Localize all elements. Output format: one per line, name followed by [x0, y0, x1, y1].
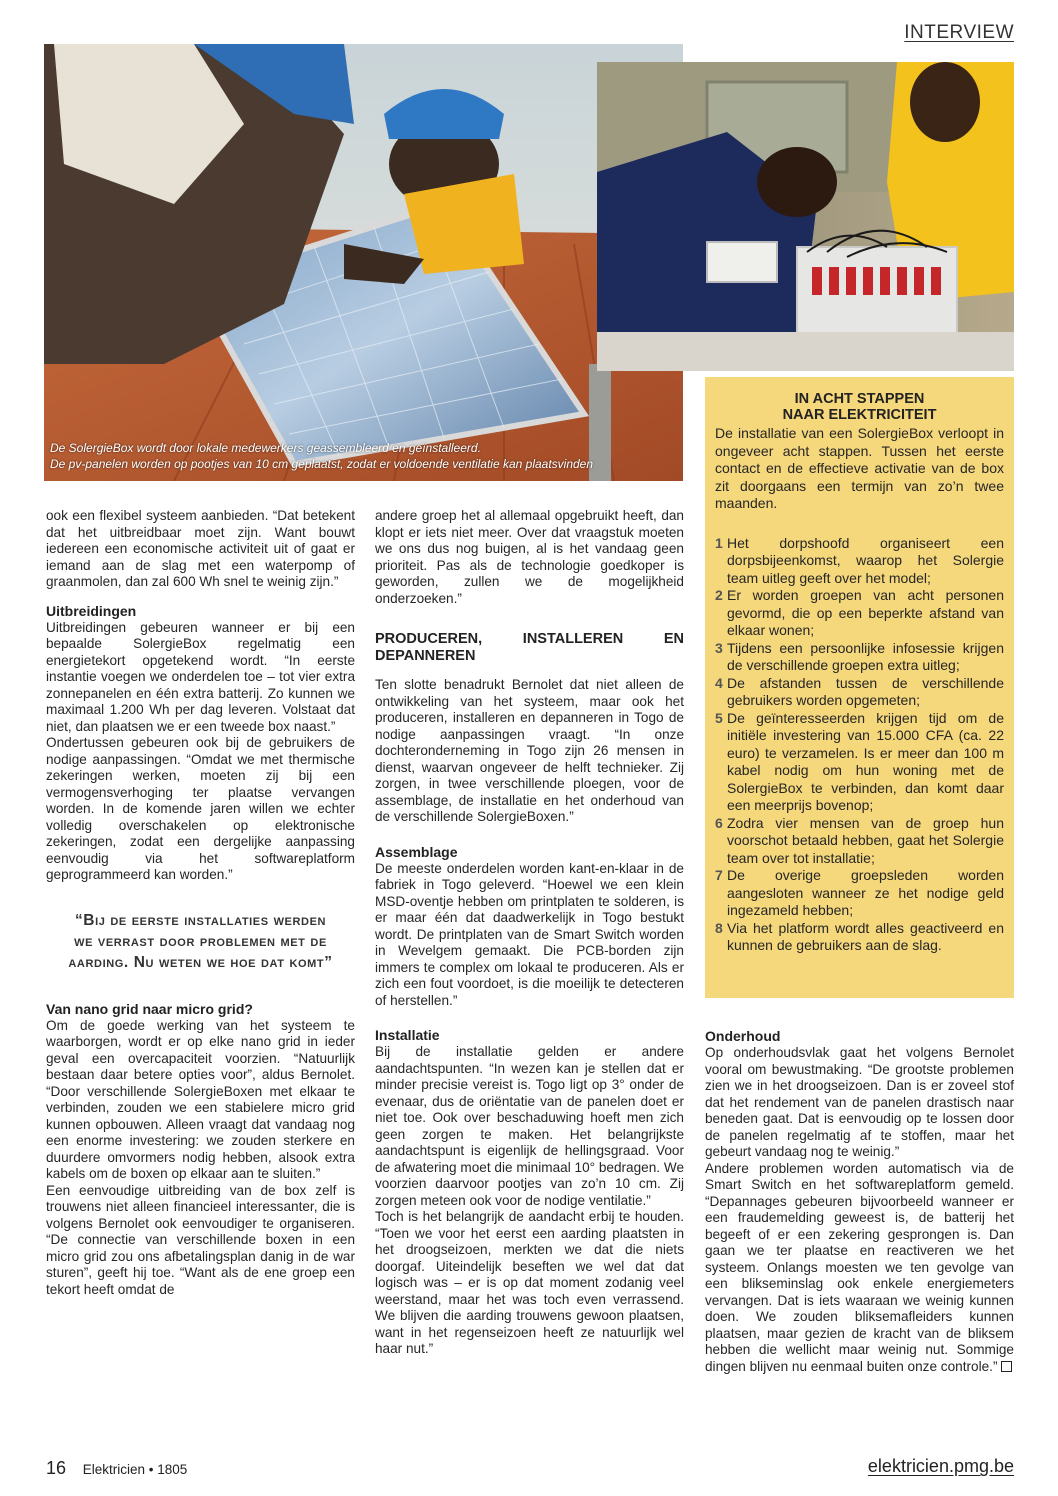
paragraph: Bij de installatie gelden er andere aandachtspunten. “In wezen kan je stellen dat er minder precisie vereist is. Togo ligt op 3° onder de evenaar, dus de oriëntatie van de panelen doet er niet toe. Ook over beschaduwing hoeft men zich geen zorgen te maken. Het belangrijkste aandachtspunt is eigenlijk de hellingsgraad. Voor de afwatering moet die minimaal 10° bedragen. We voorzien daarvoor pootjes van zo’n 10 cm. Zij zorgen meteen ook voor de nodige ventilatie.”	[375, 1044, 684, 1208]
photo-caption	[50, 440, 670, 472]
section-heading-produceren: PRODUCEREN, INSTALLEREN EN DEPANNEREN	[375, 631, 684, 664]
step-text: Het dorpshoofd organiseert een dorpsbijeenkomst, waarop het Solergie team uitleg geeft over het model;	[727, 534, 1004, 586]
photo-solar-panel-roof	[44, 44, 683, 481]
subheading-installatie: Installatie	[375, 1027, 440, 1043]
step-number: 6	[715, 814, 723, 831]
step-number: 4	[715, 674, 723, 691]
step-number: 2	[715, 587, 723, 603]
article-column-3	[705, 1028, 1014, 1375]
steps-box-title-line-2: NAAR ELEKTRICITEIT	[782, 407, 937, 423]
paragraph: Toch is het belangrijk de aandacht erbij te houden. “Toen we voor het eerst een aarding plaatsten in het droogseizoen, merkten we dat die niets doorgaf. Uiteindelijk beseften we wel dat dat logisch was – er is op dat moment zodanig veel weerstand, maar het was toch even verrassend. We blijven die aarding trouwens gewoon plaatsen, want in het regenseizoen heeft ze natuurlijk wel haar nut.”	[375, 1209, 684, 1356]
paragraph: Op onderhoudsvlak gaat het volgens Bernolet vooral om bewustmaking. “De grootste problemen zien we in het droogseizoen. Dan is er zoveel stof dat het rendement van de panelen drastisch naar beneden gaat. Dat is eenvoudig op te lossen door de panelen regelmatig af te stoffen, maar het gebeurt vandaag nog te weinig.”	[705, 1045, 1014, 1159]
steps-box	[705, 377, 1014, 998]
step-text: De geïnteresseerden krijgen tijd om de initiële investering van 15.000 CFA (ca. 22 euro) te verzamelen. Is er meer dan 100 m kabel nodig om hun woning met de SolergieBox te verbinden, dan komt daar een meerprijs bovenop;	[727, 709, 1004, 813]
step-item	[715, 675, 1004, 710]
photo-electronics-assembly	[597, 62, 1014, 371]
step-text: Er worden groepen van acht personen gevormd, die op een beperkte afstand van elkaar wonen;	[727, 587, 1004, 638]
page-number: 16	[46, 1458, 67, 1478]
step-item	[715, 535, 1004, 588]
subheading-uitbreidingen: Uitbreidingen	[46, 602, 137, 619]
footer-left	[46, 1458, 187, 1479]
paragraph: Ten slotte benadrukt Bernolet dat niet alleen de ontwikkeling van het systeem, maar ook het produceren, installeren en depanneren in Togo de nodige aanpassingen vraagt. “In onze dochteronderneming in Togo zijn 26 mensen in dienst, waarvan ongeveer de helft technieker. Zij zorgen, in twee verschillende ploegen, voor de assemblage, de installatie en het onderhoud van de verschillende SolergieBoxen.”	[375, 677, 684, 824]
paragraph	[705, 1161, 1014, 1376]
paragraph: Uitbreidingen gebeuren wanneer er bij een bepaalde SolergieBox regelmatig een energietekort opgetekend wordt. “In eerste instantie voegen we onderdelen toe – tot vier extra zonnepanelen en één extra batterij. Zo kunnen we maximaal 1.200 Wh per dag leveren. Volstaat dat niet, dan plaatsen we er een tweede box naast.”	[46, 619, 355, 734]
subheading-nano-grid: Van nano grid naar micro grid?	[46, 1000, 253, 1017]
paragraph: andere groep het al allemaal opgebruikt heeft, dan klopt er iets niet meer. Over dat vraagstuk moeten we ons dus nog buigen, al is het vandaag geen prioriteit. Pas als de technologie goedkoper is geworden, zullen we de mogelijkheid onderzoeken.”	[375, 508, 684, 606]
website-link[interactable]: elektricien.pmg.be	[867, 1456, 1014, 1476]
paragraph: Ondertussen gebeuren ook bij de gebruikers de nodige aanpassingen. “Omdat we met thermische zekeringen werken, moeten zij bij een vermogensverhoging ter plaatse vervangen worden. In de komende jaren willen we echter volledig overschakelen op elektronische zekeringen, zodat een dergelijke aanpassing eenvoudig via het softwareplatform geprogrammeerd kan worden.”	[46, 735, 355, 882]
steps-box-title	[705, 391, 1014, 423]
step-text: Tijdens een persoonlijke infosessie krijgen de verschillende groepen extra uitleg;	[727, 639, 1004, 673]
paragraph: Om de goede werking van het systeem te waarborgen, wordt er op elke nano grid in ieder geval een overcapaciteit voorzien. “Natuurlijk bestaan daar betere opties voor”, aldus Bernolet. “Door verschillende SolergieBoxen met elkaar te verbinden, zouden we een stabielere micro grid kunnen opbouwen. Alleen vraagt dat vandaag nog een enorme investering: we zouden sterkere en duurdere omvormers nodig hebben, alsook extra kabels om de boxen op elkaar aan te sluiten.”	[46, 1017, 355, 1181]
step-item	[715, 587, 1004, 640]
photo-caption-line-2: De pv-panelen worden op pootjes van 10 cm geplaatst, zodat er voldoende ventilatie kan plaatsvinden	[50, 457, 594, 471]
step-item	[715, 920, 1004, 955]
photo-caption-line-1: De SolergieBox wordt door lokale medewerkers geassembleerd en geïnstalleerd.	[50, 441, 481, 455]
steps-list	[715, 535, 1004, 955]
paragraph-text: Andere problemen worden automatisch via de Smart Switch en het softwareplatform gemeld. “Depannages gebeuren bijvoorbeeld wanneer er een fraudemelding geweest is, de batterij het begeeft of er een zekering gesprongen is. Dan gaan we ter plaatse en reactiveren we het systeem. Onlangs moesten we ten gevolge van een blikseminslag ook enkele energiemeters vervangen. Dat is iets waaraan we weinig kunnen doen. We zouden bliksemafleiders kunnen plaatsen, maar gezien de kracht van de bliksem hebben die wellicht maar weinig nut. Sommige dingen blijven nu eenmaal buiten onze controle.”	[705, 1160, 1014, 1374]
steps-box-intro: De installatie van een SolergieBox verloopt in ongeveer acht stappen. Tussen het eerste contact en de effectieve activatie van de box zit doorgaans een termijn van zo’n twee maanden.	[715, 425, 1004, 511]
article-column-1	[46, 508, 355, 1298]
step-item	[715, 867, 1004, 920]
section-label: INTERVIEW	[904, 22, 1014, 43]
step-number: 1	[715, 534, 723, 551]
step-text: De overige groepsleden worden aangesloten wanneer ze het nodige geld ingezameld hebben;	[727, 867, 1004, 918]
step-item	[715, 815, 1004, 868]
step-number: 3	[715, 639, 723, 656]
subheading-assemblage: Assemblage	[375, 843, 458, 860]
pull-quote: “Bij de eerste installaties werden we verrast door problemen met de aarding. Nu weten we hoe dat komt”	[68, 911, 333, 971]
paragraph: Een eenvoudige uitbreiding van de box zelf is trouwens niet alleen financieel interessanter, die is volgens Bernolet ook eenvoudiger te organiseren. “De connectie van verschillende boxen in een micro grid zou ons afbetalingsplan danig in de war sturen”, geeft hij toe. “Want als de ene groep een tekort heeft omdat de	[46, 1182, 355, 1297]
end-of-article-icon	[1001, 1361, 1012, 1372]
step-item	[715, 710, 1004, 815]
photo-electronics-assembly-image	[597, 62, 1014, 371]
paragraph: De meeste onderdelen worden kant-en-klaar in de fabriek in Togo geleverd. “Hoewel we een klein MSD-oventje hebben om printplaten te solderen, is er maar één dat daadwerkelijk in Togo bestukt wordt. De printplaten van de Smart Switch worden in Wevelgem gemaakt. Die PCB-borden zijn immers te complex om lokaal te produceren. Als er zich een fout voordoet, is die moeilijk te detecteren of herstellen.”	[375, 860, 684, 1008]
article-column-2	[375, 508, 684, 1358]
magazine-issue: Elektricien • 1805	[82, 1462, 188, 1477]
step-number: 8	[715, 919, 723, 936]
step-item	[715, 640, 1004, 675]
step-text: Via het platform wordt alles geactiveerd en kunnen de gebruikers aan de slag.	[727, 919, 1004, 953]
steps-box-title-line-1: IN ACHT STAPPEN	[794, 391, 925, 407]
step-text: De afstanden tussen de verschillende gebruikers worden opgemeten;	[727, 674, 1004, 708]
paragraph: ook een flexibel systeem aanbieden. “Dat betekent dat het uitbreidbaar moet zijn. Want bouwt iedereen een economische activiteit uit of gaat er iemand aan de slag met een waterpomp of graanmolen, dan zal 600 Wh snel te weinig zijn.”	[46, 508, 355, 589]
step-number: 7	[715, 867, 723, 883]
photo-solar-panel-roof-image	[44, 44, 683, 481]
step-number: 5	[715, 709, 723, 726]
subheading-onderhoud: Onderhoud	[705, 1028, 781, 1044]
step-text: Zodra vier mensen van de groep hun voorschot betaald hebben, gaat het Solergie team over tot installatie;	[727, 814, 1004, 866]
